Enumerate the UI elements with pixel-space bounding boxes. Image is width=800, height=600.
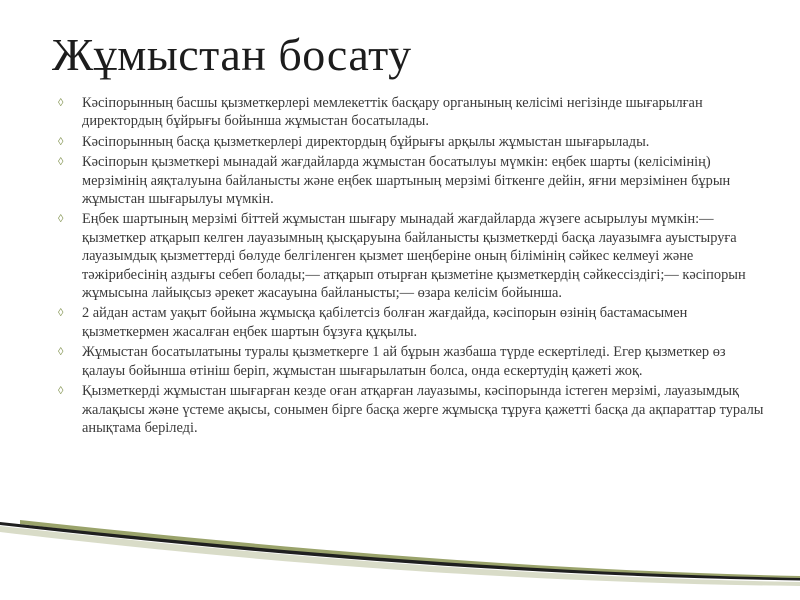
bullet-item	[58, 94, 770, 131]
bullet-item	[58, 153, 770, 208]
bullet-text: Кәсіпорынның басқа қызметкерлері директордың бұйрығы арқылы жұмыстан шығарылады.	[82, 133, 650, 150]
bullet-diamond-icon: ◊	[58, 135, 64, 148]
bullet-item	[58, 343, 770, 380]
slide-content	[58, 94, 770, 439]
bullet-text: Кәсіпорынның басшы қызметкерлері мемлекеттік басқару органының келісімі негізінде шығарылған директордың бұйрығы бойынша жұмыстан босатылады.	[82, 95, 703, 130]
bullet-text: 2 айдан астам уақыт бойына жұмысқа қабілетсіз болған жағдайда, кәсіпорын өзінің бастамасымен қызметкермен жасалған еңбек шартын бұзуға құқылы.	[82, 305, 688, 340]
bullet-item	[58, 133, 770, 151]
bullet-item	[58, 210, 770, 302]
bullet-text: Еңбек шартының мерзімі біттей жұмыстан шығару мынадай жағдайларда жүзеге асырылуы мүмкін:— қызметкер атқарып келген лауазымның қысқаруына байланысты қызметкерді басқа лауазымға ауыстыруға лауазымдық қызметтерді бөлуде белгіленген қызмет шеңберіне оның білімінің сәйкес келмеуі және тәжірибесінің аздығы себеп болады;— атқарып отырған қызметіне қызметкердің сәйкессіздігі;— кәсіпорын жұмысына лайықсыз әрекет жасауына байланысты;— өзара келісім бойынша.	[82, 211, 746, 302]
bullet-text: Қызметкерді жұмыстан шығарған кезде оған атқарған лауазымы, кәсіпорында істеген мерзімі, лауазымдық жалақысы және үстеме ақысы, сонымен бірге басқа жерге жұмысқа тұруға қажетті басқа да ақпараттар туралы анықтама беріледі.	[82, 383, 764, 436]
bullet-diamond-icon: ◊	[58, 307, 64, 320]
bullet-diamond-icon: ◊	[58, 97, 64, 109]
bullet-text: Жұмыстан босатылатыны туралы қызметкерге 1 ай бұрын жазбаша түрде ескертіледі. Егер қызметкер өз қалауы бойынша өтініш беріп, жұмыстан шығарылатын болса, онда ескертудің қажеті жоқ.	[82, 344, 726, 379]
bullet-diamond-icon: ◊	[58, 213, 64, 226]
bullet-diamond-icon: ◊	[58, 385, 64, 398]
bullet-text: Кәсіпорын қызметкері мынадай жағдайларда жұмыстан босатылуы мүмкін: еңбек шарты (келісімінің) мерзімінің аяқталуына байланысты және еңбек шартының мерзімі біткенге дейін, яғни мерзімінен бұрын жұмыстан шығарылуы мүмкін.	[82, 154, 731, 208]
bullet-diamond-icon: ◊	[58, 346, 64, 359]
decorative-swoosh	[0, 520, 800, 600]
bullet-item	[58, 382, 770, 437]
bullet-diamond-icon: ◊	[58, 156, 64, 169]
bullet-item	[58, 304, 770, 341]
slide-title: Жұмыстан босату	[52, 29, 412, 80]
bullet-list	[58, 94, 770, 437]
